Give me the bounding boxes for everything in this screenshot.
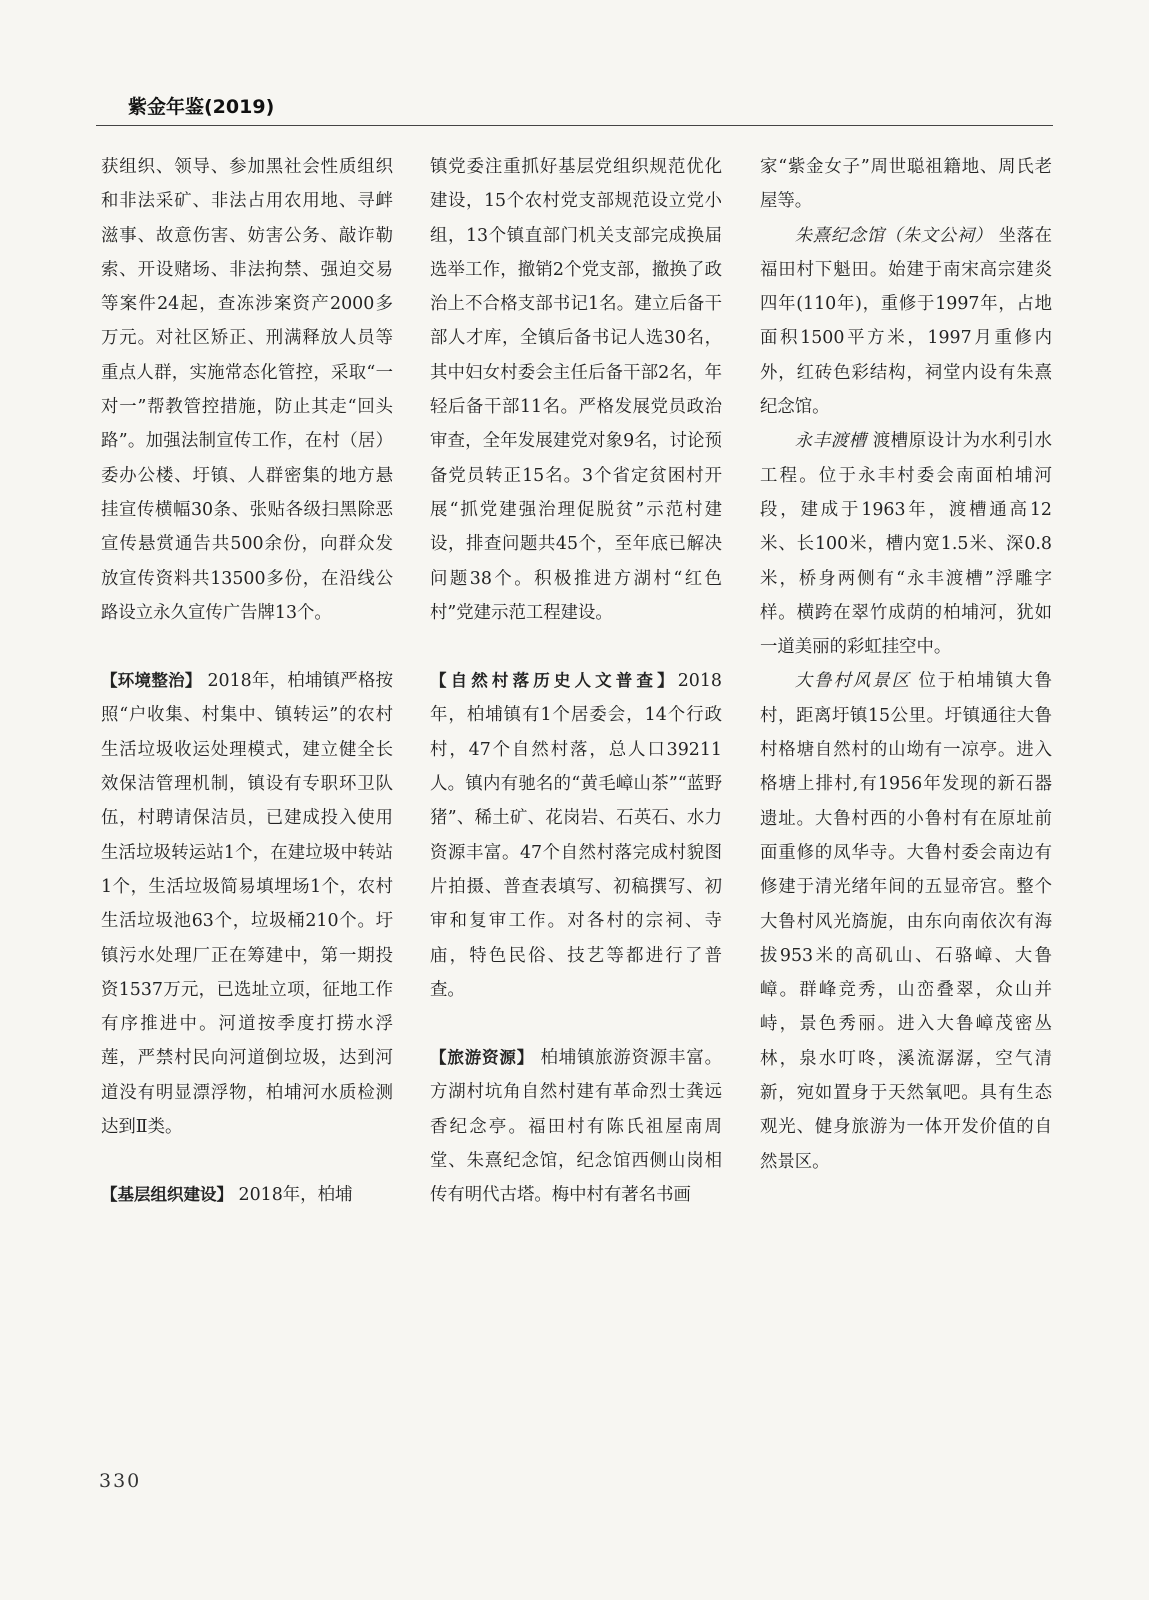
paragraph-grassroots-continued: 镇党委注重抓好基层党组织规范优化建设，15个农村党支部规范设立党小组，13个镇直部门机关支部完成换届选举工作，撤销2个党支部，撤换了政治上不合格支部书记1名。建立后备干部人才库，全镇后备书记人选30名，其中妇女村委会主任后备干部2名，年轻后备干部11名。严格发展党员政治审查，全年发展建党对象9名，讨论预备党员转正15名。3个省定贫困村开展“抓党建强治理促脱贫”示范村建设，排查问题共45个，至年底已解决问题38个。积极推进方湖村“红色村”党建示范工程建设。 xyxy=(430,157,722,623)
page-number: 330 xyxy=(99,1470,142,1492)
paragraph-tourism-continued: 家“紫金女子”周世聪祖籍地、周氏老屋等。 xyxy=(760,157,1052,212)
section-tourism xyxy=(430,1041,722,1212)
section-body-environment: 2018年，柏埔镇严格按照“户收集、村集中、镇转运”的农村生活垃圾收运处理模式，建立健全长效保洁管理机制，镇设有专职环卫队伍，村聘请保洁员，已建成投入使用生活垃圾转运站1个，在建垃圾中转站1个，生活垃圾简易填埋场1个，农村生活垃圾池63个，垃圾桶210个。圩镇污水处理厂正在筹建中，第一期投资1537万元，已选址立项，征地工作有序推进中。河道按季度打捞水浮莲，严禁村民向河道倒垃圾，达到河道没有明显漂浮物，柏埔河水质检测达到Ⅱ类。 xyxy=(101,671,393,1138)
section-grassroots xyxy=(101,1178,393,1212)
section-heading-environment: 【环境整治】 xyxy=(101,671,202,691)
entry-yongfeng-aqueduct xyxy=(760,424,1052,664)
section-heading-grassroots: 【基层组织建设】 xyxy=(101,1185,233,1205)
entry-zhuxi-memorial xyxy=(760,219,1052,425)
text-column-1 xyxy=(101,150,393,1213)
entry-body-dalu-scenic-area: 位于柏埔镇大鲁村，距离圩镇15公里。圩镇通往大鲁村格塘自然村的山坳有一凉亭。进入格塘上排村,有1956年发现的新石器遗址。大鲁村西的小鲁村有在原址前面重修的凤华寺。大鲁村委会南边有修建于清光绪年间的五显帝宫。整个大鲁村风光旖旎，由东向南依次有海拔953米的高矶山、石骆嶂、大鲁嶂。群峰竞秀，山峦叠翠，众山并峙，景色秀丽。进入大鲁嶂茂密丛林，泉水叮咚，溪流潺潺，空气清新，宛如置身于天然氧吧。具有生态观光、健身旅游为一体开发价值的自然景区。 xyxy=(760,671,1052,1172)
running-title: 紫金年鉴(2019) xyxy=(128,96,275,118)
paragraph-security-continued: 获组织、领导、参加黑社会性质组织和非法采矿、非法占用农用地、寻衅滋事、故意伤害、妨害公务、敲诈勒索、开设赌场、非法拘禁、强迫交易等案件24起，查冻涉案资产2000多万元。对社区矫正、刑满释放人员等重点人群，实施常态化管控，采取“一对一”帮教管控措施，防止其走“回头路”。加强法制宣传工作，在村（居）委办公楼、圩镇、人群密集的地方悬挂宣传横幅30条、张贴各级扫黑除恶宣传悬赏通告共500余份，向群众发放宣传资料共13500多份，在沿线公路设立永久宣传广告牌13个。 xyxy=(101,157,393,623)
entry-heading-zhuxi-memorial: 朱熹纪念馆（朱文公祠） xyxy=(794,225,993,246)
entry-body-yongfeng-aqueduct: 渡槽原设计为水利引水工程。位于永丰村委会南面柏埔河段，建成于1963年，渡槽通高12米、长100米，槽内宽1.5米、深0.8米，桥身两侧有“永丰渡槽”浮雕字样。横跨在翠竹成荫的柏埔河，犹如一道美丽的彩虹挂空中。 xyxy=(760,431,1052,658)
entry-heading-dalu-scenic-area: 大鲁村风景区 xyxy=(794,671,911,692)
section-body-village-survey: 2018年，柏埔镇有1个居委会，14个行政村，47个自然村落，总人口39211人。镇内有驰名的“黄毛嶂山茶”“蓝野猪”、稀土矿、花岗岩、石英石、水力资源丰富。47个自然村落完成村貌图片拍摄、普查表填写、初稿撰写、初审和复审工作。对各村的宗祠、寺庙，特色民俗、技艺等都进行了普查。 xyxy=(430,671,722,1000)
section-heading-village-survey: 【自然村落历史人文普查】 xyxy=(430,671,678,691)
section-body-tourism: 柏埔镇旅游资源丰富。方湖村坑角自然村建有革命烈士龚远香纪念亭。福田村有陈氏祖屋南周堂、朱熹纪念馆，纪念馆西侧山岗相传有明代古塔。梅中村有著名书画 xyxy=(430,1048,723,1206)
section-heading-tourism: 【旅游资源】 xyxy=(430,1048,535,1068)
header-rule xyxy=(96,125,1053,126)
entry-heading-yongfeng-aqueduct: 永丰渡槽 xyxy=(794,431,867,452)
section-environment xyxy=(101,664,393,1144)
section-body-grassroots: 2018年，柏埔 xyxy=(233,1185,353,1206)
entry-dalu-scenic-area xyxy=(760,664,1052,1178)
section-village-survey xyxy=(430,664,722,1007)
text-column-2 xyxy=(430,150,722,1213)
text-column-3 xyxy=(760,150,1052,1179)
entry-body-zhuxi-memorial: 坐落在福田村下魁田。始建于南宋高宗建炎四年(110年)，重修于1997年，占地面积1500平方米，1997月重修内外，红砖色彩结构，祠堂内设有朱熹纪念馆。 xyxy=(760,225,1052,418)
